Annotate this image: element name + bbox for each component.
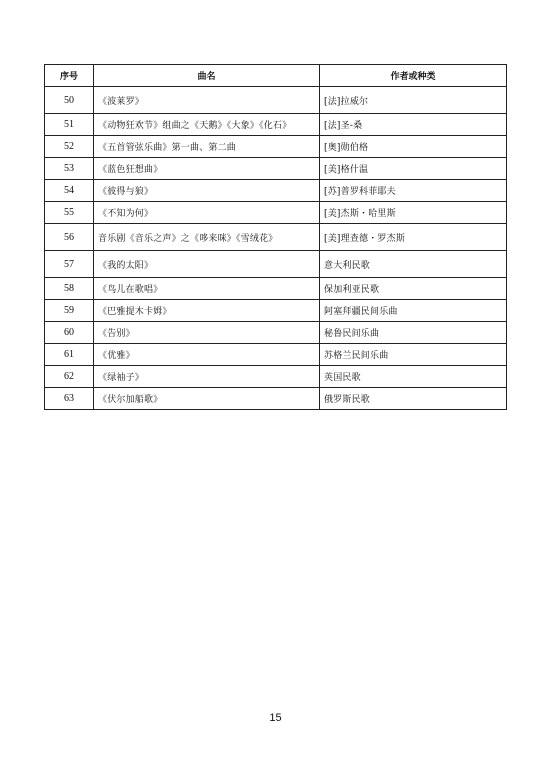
row-number: 61	[45, 344, 94, 366]
row-title: 《告别》	[94, 322, 320, 344]
table-row	[45, 158, 507, 180]
row-composer: 苏格兰民间乐曲	[320, 344, 507, 366]
row-title: 《波莱罗》	[94, 87, 320, 114]
table-row	[45, 180, 507, 202]
row-title: 《彼得与狼》	[94, 180, 320, 202]
row-number: 50	[45, 87, 94, 114]
row-title: 《我的太阳》	[94, 251, 320, 278]
row-composer: 秘鲁民间乐曲	[320, 322, 507, 344]
table-row	[45, 388, 507, 410]
table-row	[45, 87, 507, 114]
page-number: 15	[269, 712, 282, 724]
table-row	[45, 300, 507, 322]
table-row	[45, 224, 507, 251]
row-title: 《蓝色狂想曲》	[94, 158, 320, 180]
row-number: 57	[45, 251, 94, 278]
header-composer: 作者或种类	[320, 65, 507, 87]
row-title: 《绿袖子》	[94, 366, 320, 388]
header-number: 序号	[45, 65, 94, 87]
row-composer: [美]格什温	[320, 158, 507, 180]
table-row	[45, 344, 507, 366]
row-number: 52	[45, 136, 94, 158]
table-row	[45, 322, 507, 344]
row-composer: [苏]普罗科菲耶夫	[320, 180, 507, 202]
row-number: 54	[45, 180, 94, 202]
header-title: 曲名	[94, 65, 320, 87]
row-composer: [美]理查德・罗杰斯	[320, 224, 507, 251]
table-row	[45, 202, 507, 224]
table-row	[45, 114, 507, 136]
table-header-row	[45, 65, 507, 87]
row-composer: [奥]勋伯格	[320, 136, 507, 158]
row-composer: 英国民歌	[320, 366, 507, 388]
row-number: 62	[45, 366, 94, 388]
row-composer: [法]圣-桑	[320, 114, 507, 136]
row-composer: 保加利亚民歌	[320, 278, 507, 300]
row-title: 《伏尔加船歌》	[94, 388, 320, 410]
table-row	[45, 278, 507, 300]
row-title: 《鸟儿在歌唱》	[94, 278, 320, 300]
table-row	[45, 136, 507, 158]
row-number: 51	[45, 114, 94, 136]
row-composer: 阿塞拜疆民间乐曲	[320, 300, 507, 322]
row-title: 《优雅》	[94, 344, 320, 366]
row-number: 63	[45, 388, 94, 410]
row-composer: [美]杰斯・哈里斯	[320, 202, 507, 224]
row-composer: 俄罗斯民歌	[320, 388, 507, 410]
table-row	[45, 366, 507, 388]
row-title: 音乐剧《音乐之声》之《哆来咪》《雪绒花》	[94, 224, 320, 251]
row-number: 59	[45, 300, 94, 322]
row-number: 58	[45, 278, 94, 300]
row-title: 《五首管弦乐曲》第一曲、第二曲	[94, 136, 320, 158]
row-title: 《不知为何》	[94, 202, 320, 224]
row-number: 56	[45, 224, 94, 251]
row-title: 《巴雅提木卡姆》	[94, 300, 320, 322]
row-number: 60	[45, 322, 94, 344]
music-list-table	[44, 64, 507, 410]
row-number: 55	[45, 202, 94, 224]
row-composer: [法]拉威尔	[320, 87, 507, 114]
row-composer: 意大利民歌	[320, 251, 507, 278]
table-row	[45, 251, 507, 278]
row-title: 《动物狂欢节》组曲之《天鹅》《大象》《化石》	[94, 114, 320, 136]
row-number: 53	[45, 158, 94, 180]
